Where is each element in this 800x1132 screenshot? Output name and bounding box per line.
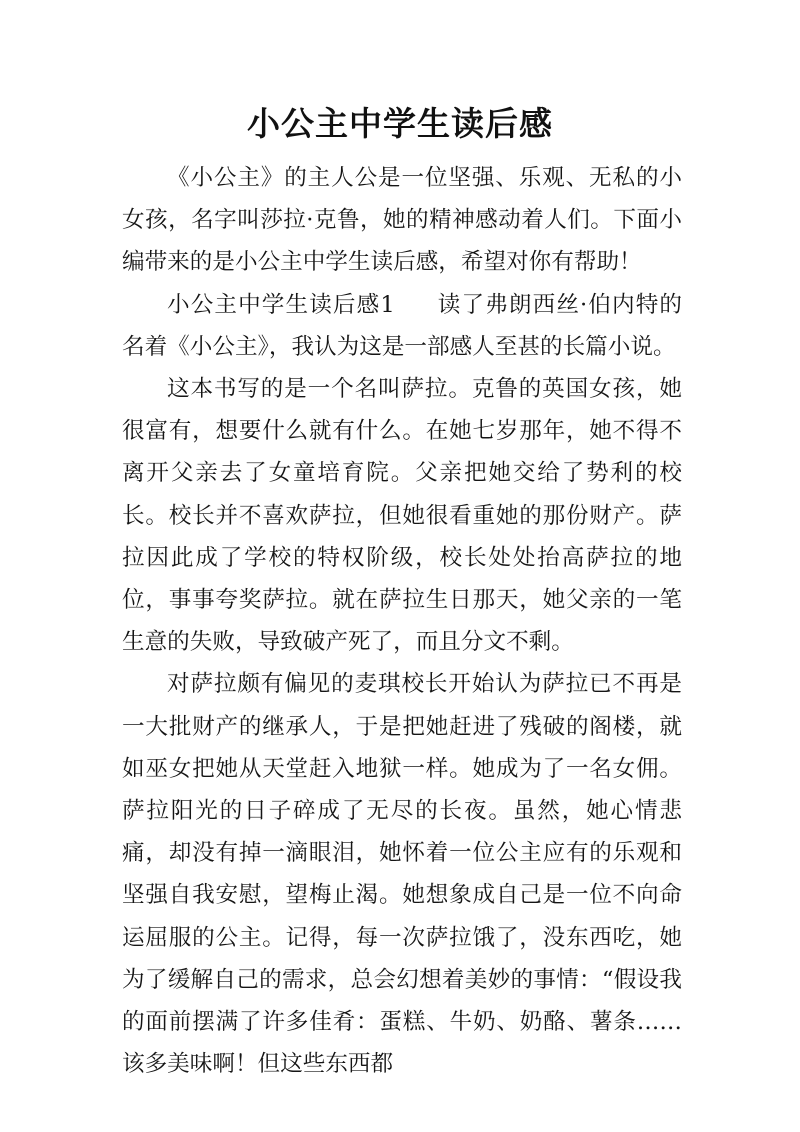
body-paragraph: 对萨拉颇有偏见的麦琪校长开始认为萨拉已不再是一大批财产的继承人，于是把她赶进了残破的阁楼，就如巫女把她从天堂赶入地狱一样。她成为了一名女佣。萨拉阳光的日子碎成了无尽的长夜。虽然，她心情悲痛，却没有掉一滴眼泪，她怀着一位公主应有的乐观和坚强自我安慰，望梅止渴。她想象成自己是一位不向命运屈服的公主。记得，每一次萨拉饿了，没东西吃，她为了缓解自己的需求，总会幻想着美妙的事情：“假设我的面前摆满了许多佳肴：蛋糕、牛奶、奶酪、薯条……该多美味啊！但这些东西都 — [122, 671, 682, 1078]
document-body — [122, 157, 682, 1085]
document-title: 小公主中学生读后感 — [247, 104, 553, 143]
section-first-paragraph: 读了弗朗西丝·伯内特的名着《小公主》，我认为这是一部感人至甚的长篇小说。 — [122, 291, 683, 360]
section-paragraph — [122, 284, 682, 368]
body-paragraph: 这本书写的是一个名叫萨拉。克鲁的英国女孩，她很富有，想要什么就有什么。在她七岁那年，她不得不离开父亲去了女童培育院。父亲把她交给了势利的校长。校长并不喜欢萨拉，但她很看重她的那份财产。萨拉因此成了学校的特权阶级，校长处处抬高萨拉的地位，事事夸奖萨拉。就在萨拉生日那天，她父亲的一笔生意的失败，导致破产死了，而且分文不剩。 — [122, 376, 682, 656]
section-heading: 小公主中学生读后感1 — [167, 291, 395, 318]
intro-paragraph: 《小公主》的主人公是一位坚强、乐观、无私的小女孩，名字叫莎拉·克鲁，她的精神感动着人们。下面小编带来的是小公主中学生读后感，希望对你有帮助！ — [122, 165, 682, 276]
